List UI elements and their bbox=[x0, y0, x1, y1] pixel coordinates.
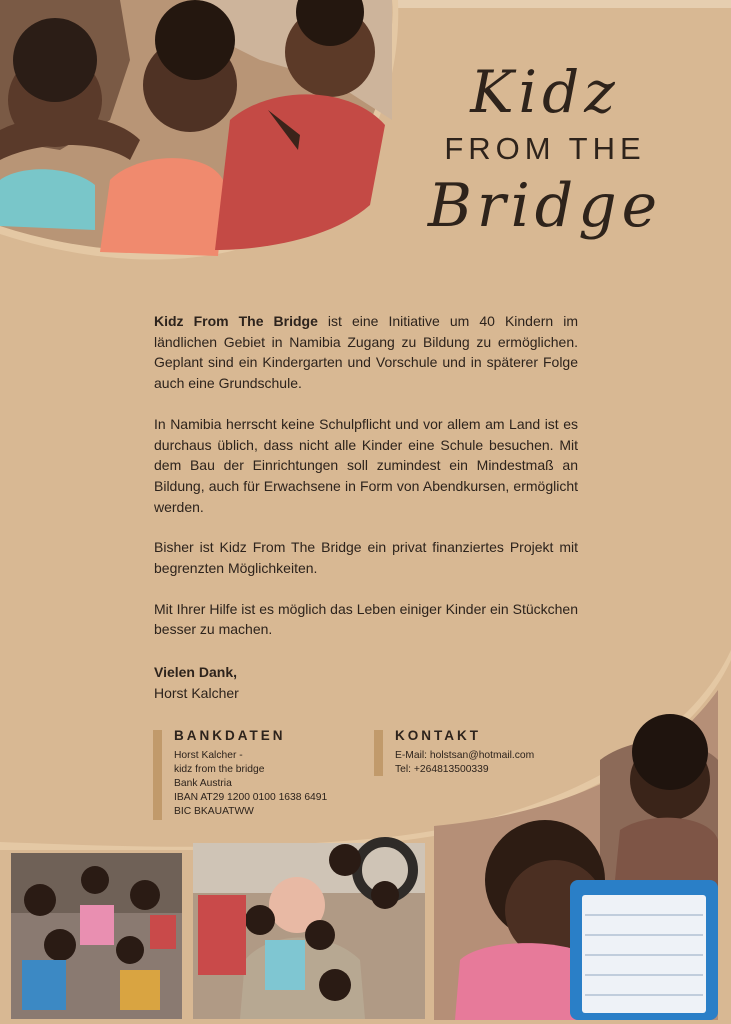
bank-line: Bank Austria bbox=[174, 778, 232, 789]
intro-rest: ist eine Initiative um 40 Kindern im ländlichen Gebiet in Namibia Zugang zu Bildung zu ermöglichen. Geplant sind ein Kindergarten und Vorschule und in späterer Folge auch eine Grundschule. bbox=[154, 313, 578, 392]
body-text bbox=[154, 311, 578, 660]
thanks-line: Vielen Dank, bbox=[154, 664, 238, 680]
contact-accent-bar bbox=[374, 730, 383, 776]
photo-children-smiling bbox=[0, 0, 398, 260]
bank-bic: BIC BKAUATWW bbox=[174, 806, 254, 817]
contact-details bbox=[395, 749, 534, 777]
title-bridge: Bridge bbox=[427, 171, 663, 241]
bank-accent-bar bbox=[153, 730, 162, 820]
signature bbox=[154, 662, 239, 703]
contact-heading: KONTAKT bbox=[395, 728, 481, 743]
paragraph-help: Mit Ihrer Hilfe ist es möglich das Leben einiger Kinder ein Stückchen besser zu machen. bbox=[154, 600, 578, 638]
title-from-the: FROM THE bbox=[444, 131, 646, 166]
paragraph-school: In Namibia herrscht keine Schulpflicht und vor allem am Land ist es durchaus üblich, dass nicht alle Kinder eine Schule besuchen. Mit dem Bau der Einrichtungen soll zumindest ein Mindestmaß an Bildung, auch für Erwachsene in Form von Abendkursen, ermöglicht werden. bbox=[154, 415, 578, 515]
photo-man-with-children bbox=[193, 842, 425, 1019]
bank-heading: BANKDATEN bbox=[174, 728, 286, 743]
contact-phone[interactable]: Tel: +264813500339 bbox=[395, 764, 489, 775]
paragraph-funding: Bisher ist Kidz From The Bridge ein privat finanziertes Projekt mit begrenzten Möglichkeiten. bbox=[154, 539, 578, 577]
flyer-title bbox=[370, 60, 720, 240]
photo-group-of-children bbox=[11, 853, 182, 1019]
bank-iban: IBAN AT29 1200 0100 1638 6491 bbox=[174, 792, 328, 803]
paragraph-intro bbox=[154, 311, 578, 394]
contact-email[interactable]: E-Mail: holstsan@hotmail.com bbox=[395, 750, 535, 761]
bank-line: kidz from the bridge bbox=[174, 764, 265, 775]
org-name: Kidz From The Bridge bbox=[154, 313, 318, 329]
signer-name: Horst Kalcher bbox=[154, 684, 239, 701]
bank-line: Horst Kalcher - bbox=[174, 750, 243, 761]
title-kidz: Kidz bbox=[470, 58, 620, 126]
bank-details bbox=[174, 749, 327, 819]
